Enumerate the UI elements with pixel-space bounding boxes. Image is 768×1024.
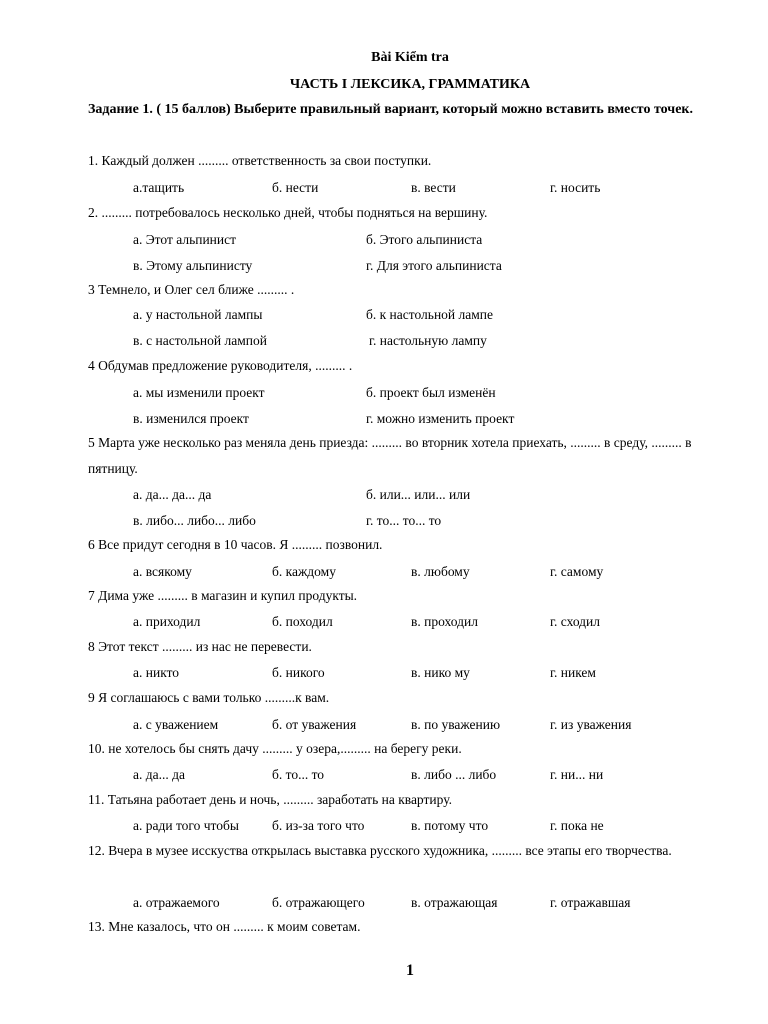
question-7-option-g: г. сходил <box>550 614 601 629</box>
section-heading: ЧАСТЬ I ЛЕКСИКА, ГРАММАТИКА <box>289 77 531 92</box>
question-10: 10. не хотелось бы снять дачу ......... у озера,......... на берегу реки. <box>88 741 462 756</box>
question-8-option-b: б. никого <box>272 665 325 680</box>
question-8-option-g: г. никем <box>550 665 596 680</box>
question-2-option-v: в. Этому альпинисту <box>133 258 253 273</box>
question-4-option-v: в. изменился проект <box>133 411 249 426</box>
question-4-option-g: г. можно изменить проект <box>366 411 515 426</box>
question-12: 12. Вчера в музее исскуства открылась выставка русского художника, ......... все этапы его творчества. <box>88 843 672 858</box>
page-number: 1 <box>406 962 414 979</box>
question-5: 5 Марта уже несколько раз меняла день приезда: ......... во вторник хотела приехать, ......... в среду, ......... в пятницу. <box>88 435 692 476</box>
question-7-option-b: б. походил <box>272 614 333 629</box>
question-12-option-b: б. отражающего <box>272 895 365 910</box>
question-12-option-v: в. отражающая <box>411 895 498 910</box>
question-13: 13. Мне казалось, что он ......... к моим советам. <box>88 919 361 934</box>
question-5-option-a: а. да... да... да <box>133 487 212 502</box>
question-8-option-v: в. нико му <box>411 665 470 680</box>
question-4-option-b: б. проект был изменён <box>366 385 496 400</box>
question-6-option-b: б. каждому <box>272 564 336 579</box>
question-1-option-v: в. вести <box>411 180 456 195</box>
question-10-option-a: а. да... да <box>133 767 185 782</box>
question-7-option-v: в. проходил <box>411 614 478 629</box>
question-8-option-a: а. никто <box>133 665 180 680</box>
question-12-option-a: а. отражаемого <box>133 895 220 910</box>
question-5-option-v: в. либо... либо... либо <box>133 513 256 528</box>
question-2: 2. ......... потребовалось несколько дней, чтобы подняться на вершину. <box>88 205 488 220</box>
question-10-option-b: б. то... то <box>272 767 325 782</box>
question-9-option-v: в. по уважению <box>411 717 501 732</box>
question-7: 7 Дима уже ......... в магазин и купил продукты. <box>88 588 358 603</box>
question-11-option-a: а. ради того чтобы <box>133 818 239 833</box>
question-11-option-b: б. из-за того что <box>272 818 365 833</box>
question-5-option-g: г. то... то... то <box>366 513 442 528</box>
question-3-option-g: г. настольную лампу <box>369 333 487 348</box>
question-2-option-b: б. Этого альпиниста <box>366 232 483 247</box>
question-5-option-b: б. или... или... или <box>366 487 471 502</box>
question-6-option-g: г. самому <box>550 564 604 579</box>
question-1-option-a: а.тащить <box>133 180 185 195</box>
question-1-option-g: г. носить <box>550 180 601 195</box>
question-11-option-g: г. пока не <box>550 818 604 833</box>
question-3-option-v: в. с настольной лампой <box>133 333 267 348</box>
question-6-option-a: а. всякому <box>133 564 192 579</box>
question-9-option-b: б. от уважения <box>272 717 357 732</box>
task-instruction: Задание 1. ( 15 баллов) Выберите правильный вариант, который можно вставить вместо точек. <box>88 102 693 117</box>
question-3: 3 Темнело, и Олег сел ближе ......... . <box>88 282 295 297</box>
question-2-option-g: г. Для этого альпиниста <box>366 258 502 273</box>
question-4-option-a: а. мы изменили проект <box>133 385 265 400</box>
document-title: Bài Kiểm tra <box>371 50 449 65</box>
question-3-option-a: а. у настольной лампы <box>133 307 263 322</box>
question-10-option-g: г. ни... ни <box>550 767 604 782</box>
question-2-option-a: а. Этот альпинист <box>133 232 237 247</box>
question-6-option-v: в. любому <box>411 564 470 579</box>
question-1-option-b: б. нести <box>272 180 319 195</box>
question-10-option-v: в. либо ... либо <box>411 767 497 782</box>
question-1: 1. Каждый должен ......... ответственность за свои поступки. <box>88 153 432 168</box>
question-8: 8 Этот текст ......... из нас не перевести. <box>88 639 312 654</box>
question-6: 6 Все придут сегодня в 10 часов. Я ......... позвонил. <box>88 537 383 552</box>
question-9: 9 Я соглашаюсь с вами только .........к вам. <box>88 690 330 705</box>
question-3-option-b: б. к настольной лампе <box>366 307 494 322</box>
question-12-option-g: г. отражавшая <box>550 895 631 910</box>
question-7-option-a: а. приходил <box>133 614 201 629</box>
question-9-option-g: г. из уважения <box>550 717 632 732</box>
question-9-option-a: а. с уважением <box>133 717 219 732</box>
question-4: 4 Обдумав предложение руководителя, ......... . <box>88 358 353 373</box>
question-11: 11. Татьяна работает день и ночь, ......... заработать на квартиру. <box>88 792 452 807</box>
question-11-option-v: в. потому что <box>411 818 489 833</box>
